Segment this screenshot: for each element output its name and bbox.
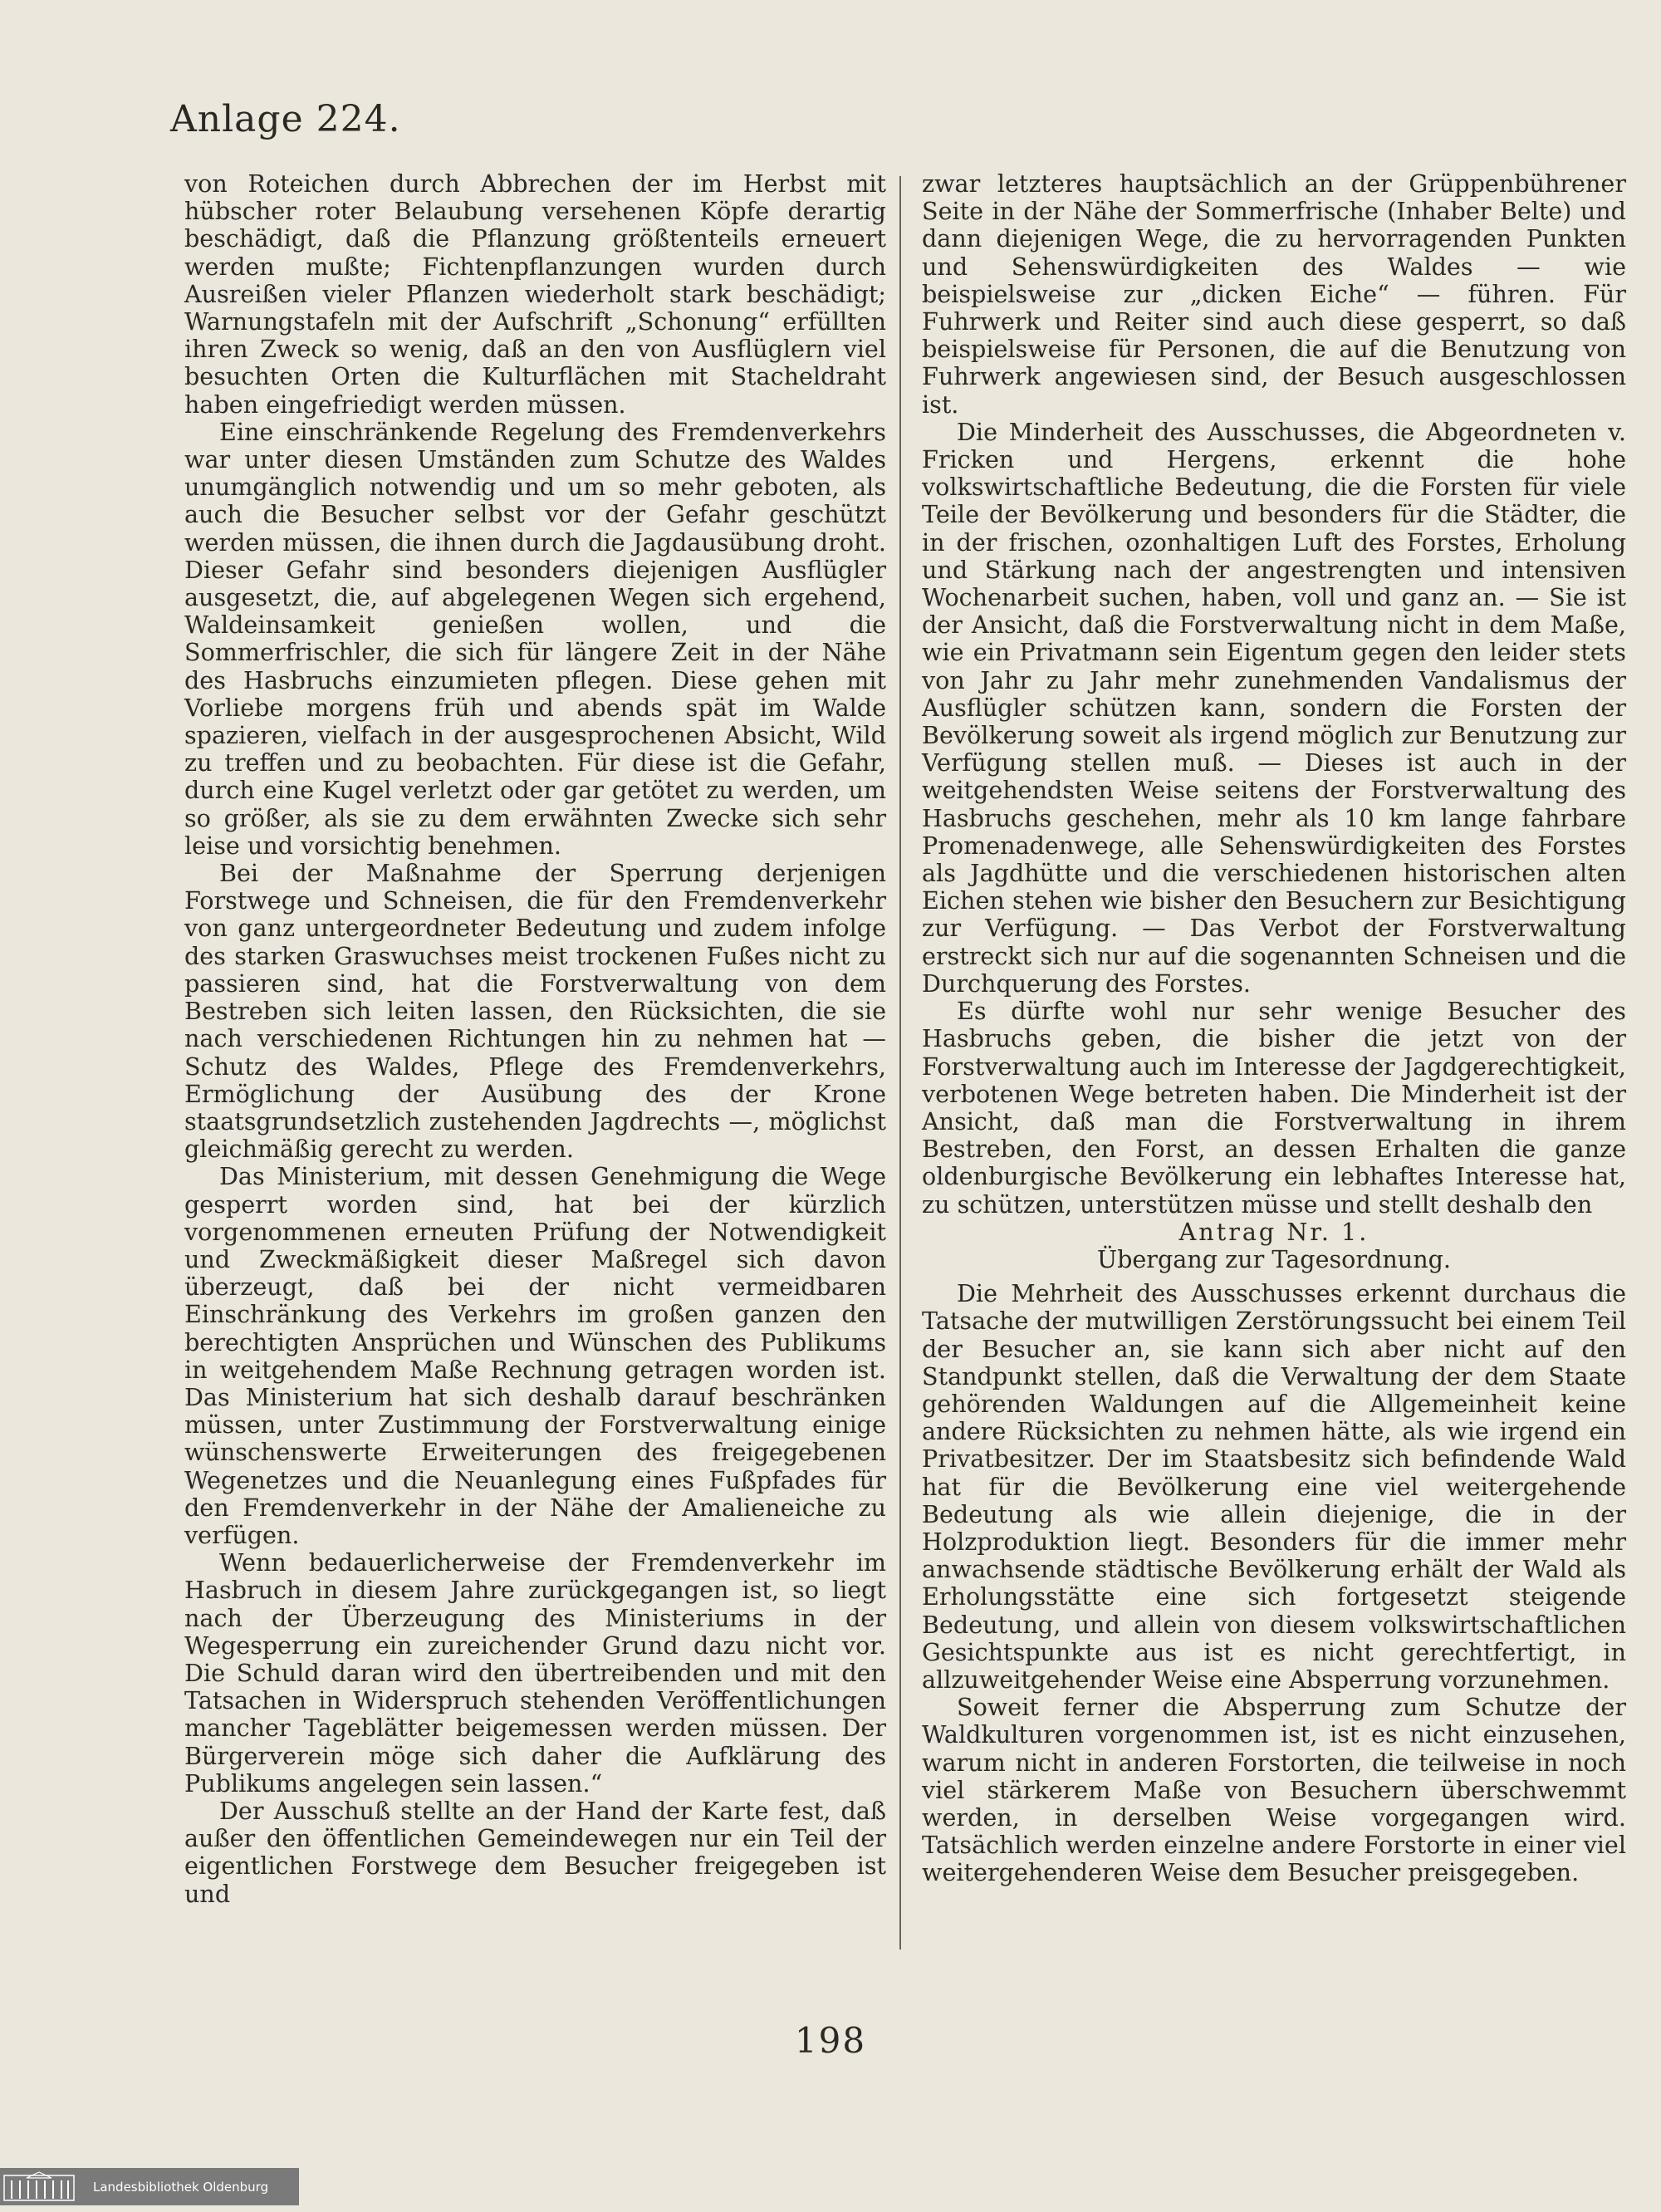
paragraph: Die Minderheit des Ausschusses, die Abgeordneten v. Fricken und Hergens, erkennt die hohe volkswirtschaftliche Bedeutung, die die Forsten für viele Teile der Bevölkerung und besonders für die Städter, die in der frischen, ozonhaltigen Luft des Forstes, Erholung und Stärkung nach der angestrengten und intensiven Wochenarbeit suchen, haben, voll und ganz an. — Sie ist der Ansicht, daß die Forstverwaltung nicht in dem Maße, wie ein Privatmann sein Eigentum gegen den leider stets von Jahr zu Jahr mehr zunehmenden Vandalismus der Ausflügler schützen kann, sondern die Forsten der Bevölkerung soweit als irgend möglich zur Benutzung zur Verfügung stellen muß. — Dieses ist auch in der weitgehendsten Weise seitens der Forstverwaltung des Hasbruchs geschehen, mehr als 10 km lange fahrbare Promenadenwege, alle Sehenswürdigkeiten des Forstes als Jagdhütte und die verschiedenen historischen alten Eichen stehen wie bisher den Besuchern zur Besichtigung zur Verfügung. — Das Verbot der Forstverwaltung erstreckt sich nur auf die sogenannten Schneisen und die Durchquerung des Forstes. <box>922 417 1626 998</box>
paragraph: Das Ministerium, mit dessen Genehmigung die Wege gesperrt worden sind, hat bei der kürzlich vorgenommenen erneuten Prüfung der Notwendigkeit und Zweckmäßigkeit dieser Maßregel sich davon überzeugt, daß bei der nicht vermeidbaren Einschränkung des Verkehrs im großen ganzen den berechtigten Ansprüchen und Wünschen des Publikums in weitgehendem Maße Rechnung getragen worden ist. Das Ministerium hat sich deshalb darauf beschränken müssen, unter Zustimmung der Forstverwaltung einige wünschenswerte Erweiterungen des freigegebenen Wegenetzes und die Neuanlegung eines Fußpfades für den Fremdenverkehr in der Nähe der Amalieneiche zu verfügen. <box>184 1162 886 1549</box>
paragraph: Die Mehrheit des Ausschusses erkennt durchaus die Tatsache der mutwilligen Zerstörungssucht bei einem Teil der Besucher an, sie kann sich aber nicht auf den Standpunkt stellen, daß die Verwaltung der dem Staate gehörenden Waldungen auf die Allgemeinheit keine andere Rücksichten zu nehmen hätte, als wie irgend ein Privatbesitzer. Der im Staatsbesitz sich befindende Wald hat für die Bevölkerung eine viel weitergehende Bedeutung als wie allein diejenige, die in der Holzproduktion liegt. Besonders für die immer mehr anwachsende städtische Bevölkerung erhält der Wald als Erholungsstätte eine sich fortgesetzt steigende Bedeutung, und allein von diesem volkswirtschaftlichen Gesichtspunkte aus ist es nicht gerechtfertigt, in allzuweitgehender Weise eine Absperrung vorzunehmen. <box>922 1279 1626 1694</box>
right-column <box>922 170 1626 1887</box>
paragraph: Bei der Maßnahme der Sperrung derjenigen Forstwege und Schneisen, die für den Fremdenverkehr von ganz untergeordneter Bedeutung und zudem infolge des starken Graswuchses meist trockenen Fußes nicht zu passieren sind, hat die Forstverwaltung von dem Bestreben sich leiten lassen, den Rücksichten, die sie nach verschiedenen Richtungen hin zu nehmen hat — Schutz des Waldes, Pflege des Fremdenverkehrs, Ermöglichung der Ausübung des der Krone staatsgrundsetzlich zustehenden Jagdrechts —, möglichst gleichmäßig gerecht zu werden. <box>184 859 886 1164</box>
left-column <box>184 170 886 1908</box>
paragraph: Es dürfte wohl nur sehr wenige Besucher des Hasbruchs geben, die bisher die jetzt von der Forstverwaltung auch im Interesse der Jagdgerechtigkeit, verbotenen Wege betreten haben. Die Minderheit ist der Ansicht, daß man die Forstverwaltung in ihrem Bestreben, den Forst, an dessen Erhalten die ganze oldenburgische Bevölkerung ein lebhaftes Interesse hat, zu schützen, unterstützen müsse und stellt deshalb den <box>922 997 1626 1219</box>
paragraph: Der Ausschuß stellte an der Hand der Karte fest, daß außer den öffentlichen Gemeindewegen nur ein Teil der eigentlichen Forstwege dem Besucher freigegeben ist und <box>184 1796 886 1908</box>
motion-text: Übergang zur Tagesordnung. <box>1096 1244 1452 1273</box>
paragraph: Soweit ferner die Absperrung zum Schutze der Waldkulturen vorgenommen ist, ist es nicht einzusehen, warum nicht in anderen Forstorten, die teilweise in noch viel stärkerem Maße von Besuchern überschwemmt werden, in derselben Weise vorgegangen wird. Tatsächlich werden einzelne andere Forstorte in einer viel weitergehenderen Weise dem Besucher preisgegeben. <box>922 1693 1626 1887</box>
page-header: Anlage 224. <box>170 98 401 140</box>
paragraph: Wenn bedauerlicherweise der Fremdenverkehr im Hasbruch in diesem Jahre zurückgegangen ist, so liegt nach der Überzeugung des Ministeriums in der Wegesperrung ein zureichender Grund dazu nicht vor. Die Schuld daran wird den übertreibenden und mit den Tatsachen in Widerspruch stehenden Veröffentlichungen mancher Tageblätter beigemessen werden müssen. Der Bürgerverein möge sich daher die Aufklärung des Publikums angelegen sein lassen.“ <box>184 1548 886 1798</box>
library-building-icon <box>2 2170 76 2204</box>
paragraph: Eine einschränkende Regelung des Fremdenverkehrs war unter diesen Umständen zum Schutze des Waldes unumgänglich notwendig und um so mehr geboten, als auch die Besucher selbst vor der Gefahr geschützt werden müssen, die ihnen durch die Jagdausübung droht. Dieser Gefahr sind besonders diejenigen Ausflügler ausgesetzt, die, auf abgelegenen Wegen sich ergehend, Waldeinsamkeit genießen wollen, und die Sommerfrischler, die sich für längere Zeit in der Nähe des Hasbruchs einzumieten pflegen. Diese gehen mit Vorliebe morgens früh und abends spät im Walde spazieren, vielfach in der ausgesprochenen Absicht, Wild zu treffen und zu beobachten. Für diese ist die Gefahr, durch eine Kugel verletzt oder gar getötet zu werden, um so größer, als sie zu dem erwähnten Zwecke sich sehr leise und vorsichtig benehmen. <box>184 417 886 860</box>
paragraph: von Roteichen durch Abbrechen der im Herbst mit hübscher roter Belaubung versehenen Köpfe derartig beschädigt, daß die Pflanzung größtenteils erneuert werden mußte; Fichtenpflanzungen wurden durch Ausreißen vieler Pflanzen wiederholt stark beschädigt; Warnungstafeln mit der Aufschrift „Schonung“ erfüllten ihren Zweck so wenig, daß an den von Ausflüglern viel besuchten Orten die Kulturflächen mit Stacheldraht haben eingefriedigt werden müssen. <box>184 169 886 419</box>
page-number: 198 <box>794 2020 867 2061</box>
paragraph: zwar letzteres hauptsächlich an der Grüppenbührener Seite in der Nähe der Sommerfrische (Inhaber Belte) und dann diejenigen Wege, die zu hervorragenden Punkten und Sehenswürdigkeiten des Waldes — wie beispielsweise zur „dicken Eiche“ — führen. Für Fuhrwerk und Reiter sind auch diese gesperrt, so daß beispielsweise für Personen, die auf die Benutzung von Fuhrwerk angewiesen sind, der Besuch ausgeschlossen ist. <box>922 169 1626 419</box>
column-divider <box>899 176 901 1950</box>
library-name: Landesbibliothek Oldenburg <box>93 2179 269 2195</box>
library-footer <box>0 2168 299 2205</box>
motion-heading: Antrag Nr. 1. <box>1178 1217 1369 1246</box>
